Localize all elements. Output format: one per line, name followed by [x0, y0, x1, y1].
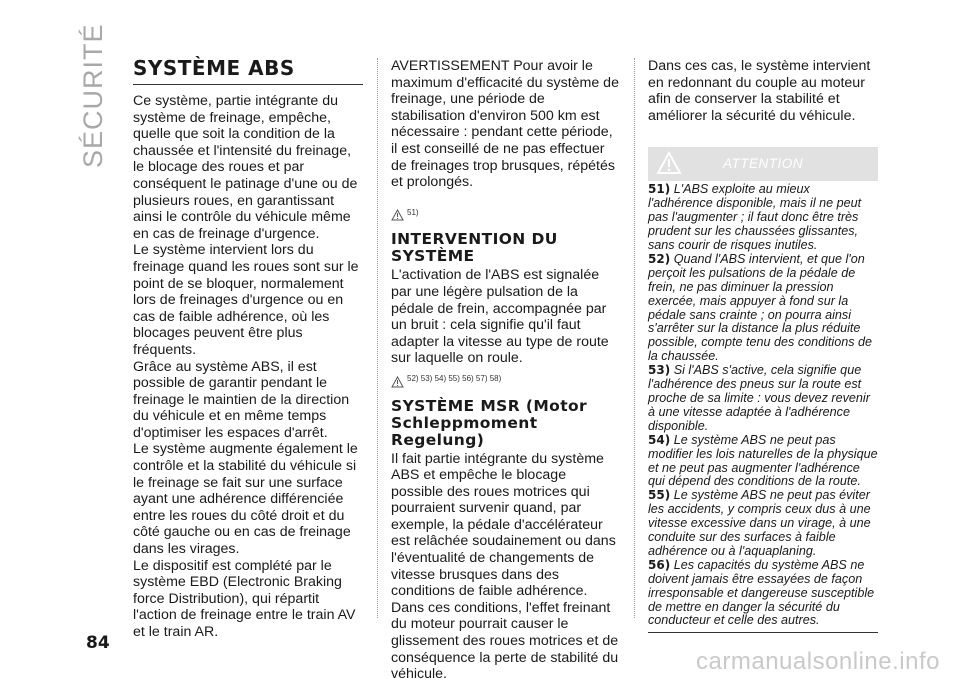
note-item — [648, 364, 878, 434]
attention-title: ATTENTION — [723, 156, 803, 172]
reference-1 — [391, 205, 621, 222]
reference-numbers: 51) — [407, 207, 419, 217]
page-number: 84 — [86, 633, 110, 653]
warning-triangle-icon — [656, 151, 682, 180]
column-divider — [634, 58, 635, 618]
reference-2 — [391, 371, 621, 388]
note-number: 55) — [648, 488, 671, 503]
paragraph: Le système intervient lors du freinage quand les roues sont sur le point de se bloquer, normalement lors de freinages d'urgence ou en cas de faible adhérence, où les blocages peuvent être plus fréquents. — [133, 242, 359, 358]
paragraph: Le système augmente également le contrôle et la stabilité du véhicule si le freinage se fait sur une surface ayant une adhérence différenciée entre les roues du côté droit et du côté gauche ou en cas de freinage dans les virages. — [133, 441, 358, 558]
section-tab-label: SÉCURITÉ — [78, 23, 108, 168]
note-text: L'ABS exploite au mieux l'adhérence disponible, mais il ne peut pas l'augmenter ; il faut donc être très prudent sur les chaussées glissantes, sans courir de risques inutiles. — [648, 182, 862, 252]
warning-triangle-icon — [391, 376, 404, 388]
note-text: Si l'ABS s'active, cela signifie que l'adhérence des pneus sur la route est proche de sa limite : vous devez revenir à une vitesse adaptée à l'adhérence disponible. — [648, 363, 870, 433]
paragraph: Dans ces cas, le système intervient en redonnant du couple au moteur afin de conserver la stabilité et améliorer la sécurité du véhicule. — [648, 58, 871, 124]
note-item — [648, 253, 878, 364]
paragraph: Ce système, partie intégrante du système de freinage, empêche, quelle que soit la condition de la chaussée et l'intensité du freinage, le blocage des roues et par conséquent le patinage d'une ou de plusieurs roues, en garantissant ainsi le contrôle du véhicule même en cas de freinage d'urgence. — [133, 93, 358, 242]
note-item — [648, 489, 878, 559]
reference-numbers: 52) 53) 54) 55) 56) 57) 58) — [407, 373, 502, 383]
note-item — [648, 559, 878, 629]
note-text: Les capacités du système ABS ne doivent jamais être essayées de façon irresponsable et dangereuse susceptible de mettre en danger la sécurité du conducteur et celle des autres. — [648, 557, 875, 628]
section-tab — [78, 23, 108, 168]
note-number: 54) — [648, 432, 671, 447]
heading-msr: SYSTÈME MSR (Motor Schleppmoment Regelung) — [391, 396, 588, 449]
note-text: Quand l'ABS intervient, et que l'on perçoit les pulsations de la pédale de frein, ne pas diminuer la pression exercée, mais appuyer à fond sur la pédale sans crainte ; on pourra ainsi s'arrêter sur la distance la plus réduite possible, compte tenu des conditions de la chaussée. — [648, 251, 873, 364]
warning-paragraph: AVERTISSEMENT Pour avoir le maximum d'efficacité du système de freinage, une période de stabilisation d'environ 500 km est nécessaire : pendant cette période, il est conseillé de ne pas effectuer de freinages trop brusques, répétés et prolongés. — [391, 58, 619, 191]
column-divider — [377, 58, 378, 618]
column-1 — [133, 58, 363, 641]
heading-intervention: INTERVENTION DU SYSTÈME — [391, 230, 558, 266]
paragraph: Le dispositif est complété par le système EBD (Electronic Braking force Distribution), qui répartit l'action de freinage entre le train AV et le train AR. — [133, 557, 356, 640]
note-item — [648, 434, 878, 490]
paragraph: Grâce au système ABS, il est possible de garantir pendant le freinage le maintien de la direction du véhicule et en même temps d'optimiser les espaces d'arrêt. — [133, 358, 350, 441]
note-text: Le système ABS ne peut pas modifier les lois naturelles de la physique et ne peut pas augmenter l'adhérence qui dépend des conditions de la route. — [648, 432, 878, 489]
note-text: Le système ABS ne peut pas éviter les accidents, y compris ceux dus à une vitesse excessive dans un virage, à une conduite sur des surfaces à faible adhérence ou à l'aquaplaning. — [648, 488, 871, 558]
column-2 — [391, 58, 621, 683]
note-number: 52) — [648, 251, 671, 266]
paragraph: L'activation de l'ABS est signalée par une légère pulsation de la pédale de frein, accompagnée par un bruit : cela signifie qu'il faut adapter la vitesse au type de route sur laquelle on roule. — [391, 267, 609, 367]
attention-notes — [648, 181, 878, 633]
note-number: 56) — [648, 557, 671, 572]
note-item — [648, 183, 878, 253]
attention-header — [648, 147, 878, 181]
heading-abs: SYSTÈME ABS — [133, 58, 363, 85]
paragraph: Il fait partie intégrante du système ABS et empêche le blocage possible des roues motrices qui pourraient survenir quand, par exemple, la pédale d'accélérateur est relâchée soudainement ou dans l'éventualité de changements de vitesse brusques dans des conditions de faible adhérence. Dans ces conditions, l'effet freinant du moteur pourrait causer le glissement des roues motrices et de conséquence la perte de stabilité du véhicule. — [391, 450, 619, 683]
note-number: 51) — [648, 182, 671, 197]
column-3 — [648, 58, 878, 633]
warning-triangle-icon — [391, 209, 404, 221]
note-number: 53) — [648, 363, 671, 378]
watermark: carmanualsonline.info — [696, 648, 940, 675]
